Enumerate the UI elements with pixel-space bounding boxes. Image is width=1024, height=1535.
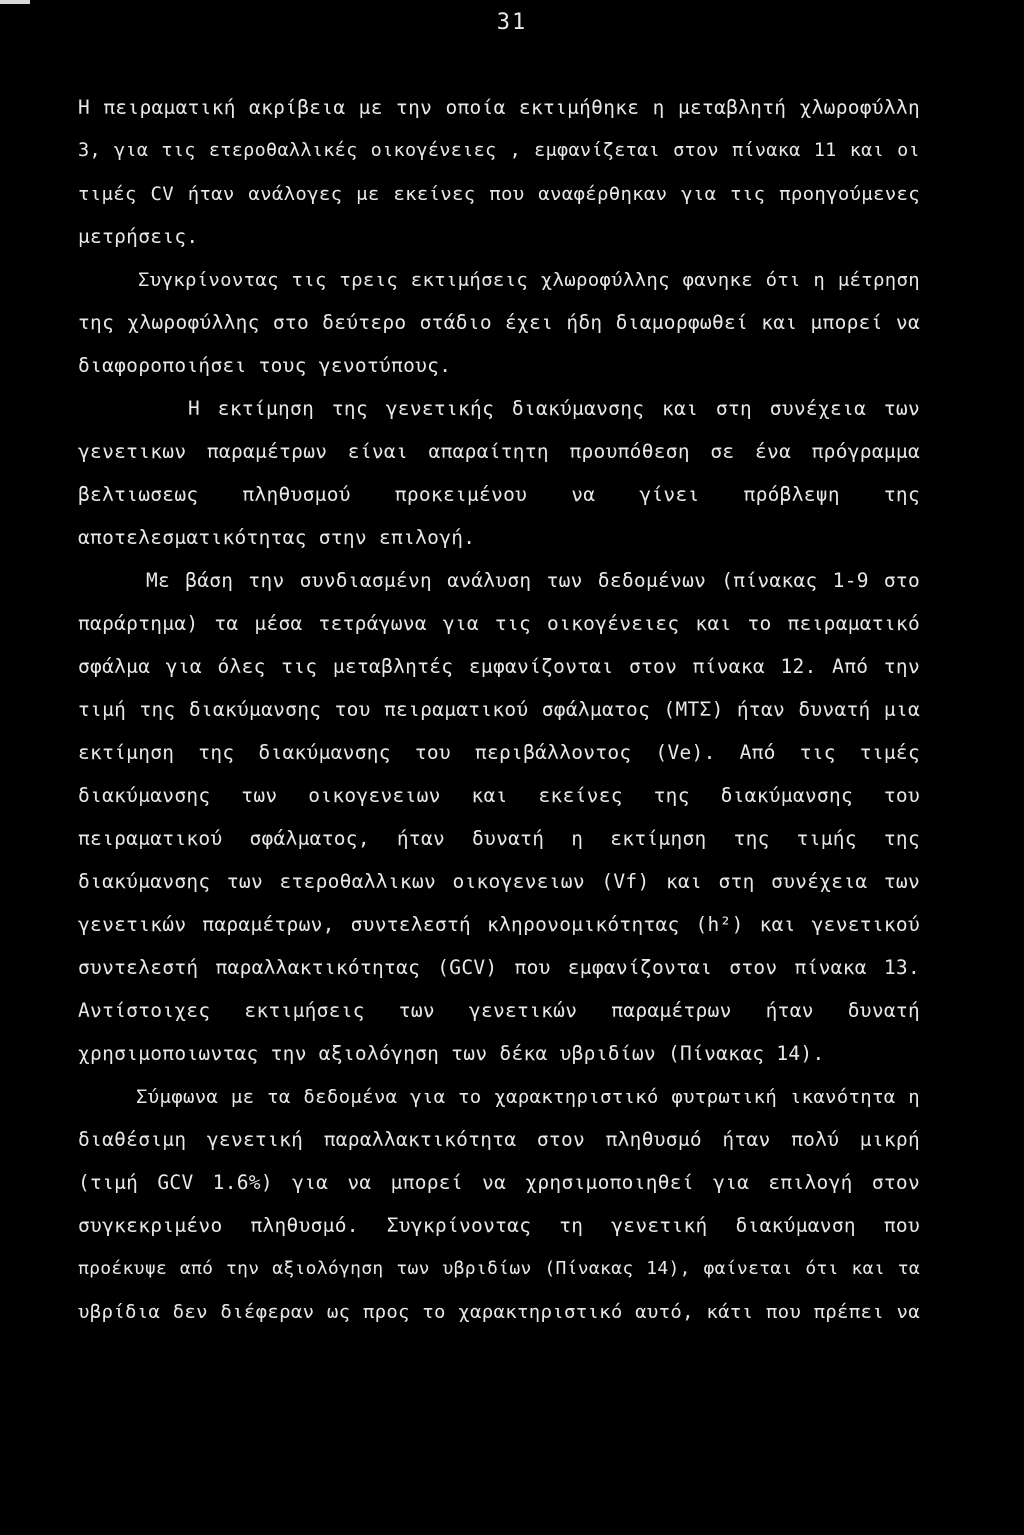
text-line: διακύμανσης των ετεροθαλλικων οικογενειων (Vf) και στη συνέχεια των	[78, 870, 920, 893]
text-line: Η πειραματική ακρίβεια με την οποία εκτιμήθηκε η μεταβλητή χλωροφύλλη	[78, 96, 920, 119]
text-line: Η εκτίμηση της γενετικής διακύμανσης και στη συνέχεια των	[188, 397, 920, 420]
text-line: γενετικών παραμέτρων, συντελεστή κληρονομικότητας (h²) και γενετικού	[78, 913, 920, 936]
text-line: παράρτημα) τα μέσα τετράγωνα για τις οικογένειες και το πειραματικό	[78, 612, 920, 635]
text-line: Με βάση την συνδιασμένη ανάλυση των δεδομένων (πίνακας 1-9 στο	[146, 569, 920, 592]
text-line: διακύμανσης των οικογενειων και εκείνες της διακύμανσης του	[78, 784, 920, 807]
text-line: αποτελεσματικότητας στην επιλογή.	[78, 526, 476, 549]
text-line: Αντίστοιχες εκτιμήσεις των γενετικών παραμέτρων ήταν δυνατή	[78, 999, 920, 1022]
page-number: 31	[496, 10, 528, 35]
text-line: Συγκρίνοντας τις τρεις εκτιμήσεις χλωροφύλλης φανηκε ότι η μέτρηση	[138, 269, 920, 291]
text-line: συντελεστή παραλλακτικότητας (GCV) που εμφανίζονται στον πίνακα 13.	[78, 956, 920, 979]
text-line: πειραματικού σφάλματος, ήταν δυνατή η εκτίμηση της τιμής της	[78, 827, 920, 850]
scan-corner-mark	[0, 0, 30, 4]
text-line: 3, για τις ετεροθαλλικές οικογένειες , εμφανίζεται στον πίνακα 11 και οι	[78, 140, 920, 161]
text-line: υβρίδια δεν διέφεραν ως προς το χαρακτηριστικό αυτό, κάτι που πρέπει να	[78, 1301, 920, 1323]
text-line: τιμή της διακύμανσης του πειραματικού σφάλματος (ΜΤΣ) ήταν δυνατή μια	[78, 698, 920, 721]
text-line: της χλωροφύλλης στο δεύτερο στάδιο έχει ήδη διαμορφωθεί και μπορεί να	[78, 311, 920, 334]
text-line: διαθέσιμη γενετική παραλλακτικότητα στον πληθυσμό ήταν πολύ μικρή	[78, 1128, 920, 1151]
text-line: προέκυψε από την αξιολόγηση των υβριδίων (Πίνακας 14), φαίνεται ότι και τα	[78, 1258, 920, 1279]
text-line: γενετικων παραμέτρων είναι απαραίτητη προυπόθεση σε ένα πρόγραμμα	[78, 440, 920, 463]
text-line: μετρήσεις.	[78, 225, 199, 248]
text-line: βελτιωσεως πληθυσμού προκειμένου να γίνει πρόβλεψη της	[78, 483, 920, 506]
text-line: διαφοροποιήσει τους γενοτύπους.	[78, 354, 452, 377]
text-line: εκτίμηση της διακύμανσης του περιβάλλοντος (Ve). Από τις τιμές	[78, 741, 920, 764]
body-text	[78, 92, 920, 1339]
text-line: χρησιμοποιωντας την αξιολόγηση των δέκα υβριδίων (Πίνακας 14).	[78, 1042, 825, 1065]
text-line: συγκεκριμένο πληθυσμό. Συγκρίνοντας τη γενετική διακύμανση που	[78, 1214, 920, 1237]
text-line: τιμές CV ήταν ανάλογες με εκείνες που αναφέρθηκαν για τις προηγούμενες	[78, 183, 920, 205]
text-line: (τιμή GCV 1.6%) για να μπορεί να χρησιμοποιηθεί για επιλογή στον	[78, 1171, 920, 1194]
text-line: Σύμφωνα με τα δεδομένα για το χαρακτηριστικό φυτρωτική ικανότητα η	[136, 1086, 920, 1108]
text-line: σφάλμα για όλες τις μεταβλητές εμφανίζονται στον πίνακα 12. Από την	[78, 655, 920, 678]
